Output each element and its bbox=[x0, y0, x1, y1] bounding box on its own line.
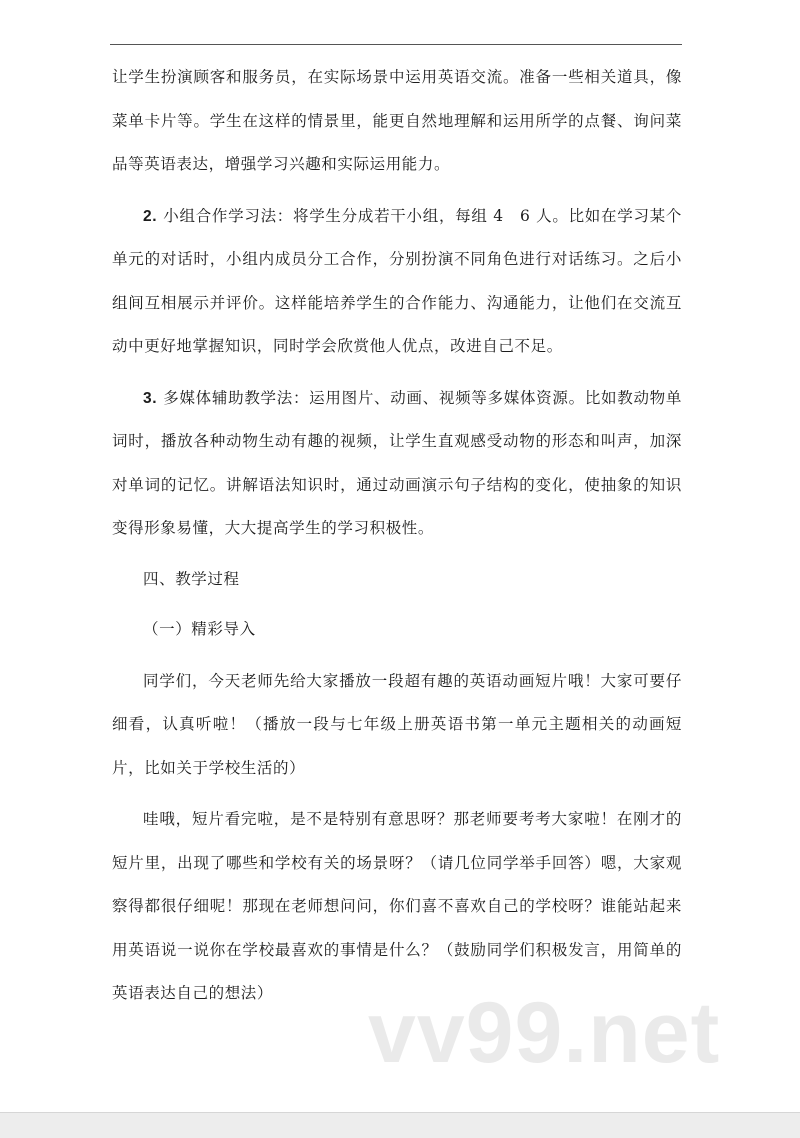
subsection-heading-introduction: （一）精彩导入 bbox=[143, 620, 256, 638]
paragraph-intro-questions: 哇哦，短片看完啦，是不是特别有意思呀？那老师要考考大家啦！在刚才的短片里，出现了哪些和学校有关的场景呀？（请几位同学举手回答）嗯，大家观察得都很仔细呢！那现在老师想问问，你们喜不喜欢自己的学校呀？谁能站起来用英语说一说你在学校最喜欢的事情是什么？（鼓励同学们积极发言，用简单的英语表达自己的想法） bbox=[112, 810, 682, 1002]
list-number: 3. bbox=[143, 389, 158, 407]
paragraph-role-play-continued: 让学生扮演顾客和服务员，在实际场景中运用英语交流。准备一些相关道具，像菜单卡片等。学生在这样的情景里，能更自然地理解和运用所学的点餐、询问菜品等英语表达，增强学习兴趣和实际运用能力。 bbox=[112, 68, 682, 173]
section-heading-teaching-process: 四、教学过程 bbox=[143, 569, 240, 588]
paragraph-multimedia bbox=[112, 377, 682, 551]
header-rule bbox=[110, 44, 682, 45]
document-body bbox=[112, 56, 682, 1016]
list-number: 2. bbox=[143, 207, 158, 225]
paragraph-intro-video: 同学们，今天老师先给大家播放一段超有趣的英语动画短片哦！大家可要仔细看，认真听啦！（播放一段与七年级上册英语书第一单元主题相关的动画短片，比如关于学校生活的） bbox=[112, 671, 682, 777]
paragraph-group-cooperation bbox=[112, 195, 682, 369]
paragraph-text: 小组合作学习法：将学生分成若干小组，每组 4 6 人。比如在学习某个单元的对话时，小组内成员分工合作，分别扮演不同角色进行对话练习。之后小组间互相展示并评价。这样能培养学生的合作能力、沟通能力，让他们在交流互动中更好地掌握知识，同时学会欣赏他人优点，改进自己不足。 bbox=[112, 206, 682, 355]
page-bottom-edge bbox=[0, 1112, 800, 1138]
watermark-logo: vv99.net bbox=[368, 985, 721, 1081]
paragraph-text: 多媒体辅助教学法：运用图片、动画、视频等多媒体资源。比如教动物单词时，播放各种动物生动有趣的视频，让学生直观感受动物的形态和叫声，加深对单词的记忆。讲解语法知识时，通过动画演示句子结构的变化，使抽象的知识变得形象易懂，大大提高学生的学习积极性。 bbox=[112, 388, 682, 537]
